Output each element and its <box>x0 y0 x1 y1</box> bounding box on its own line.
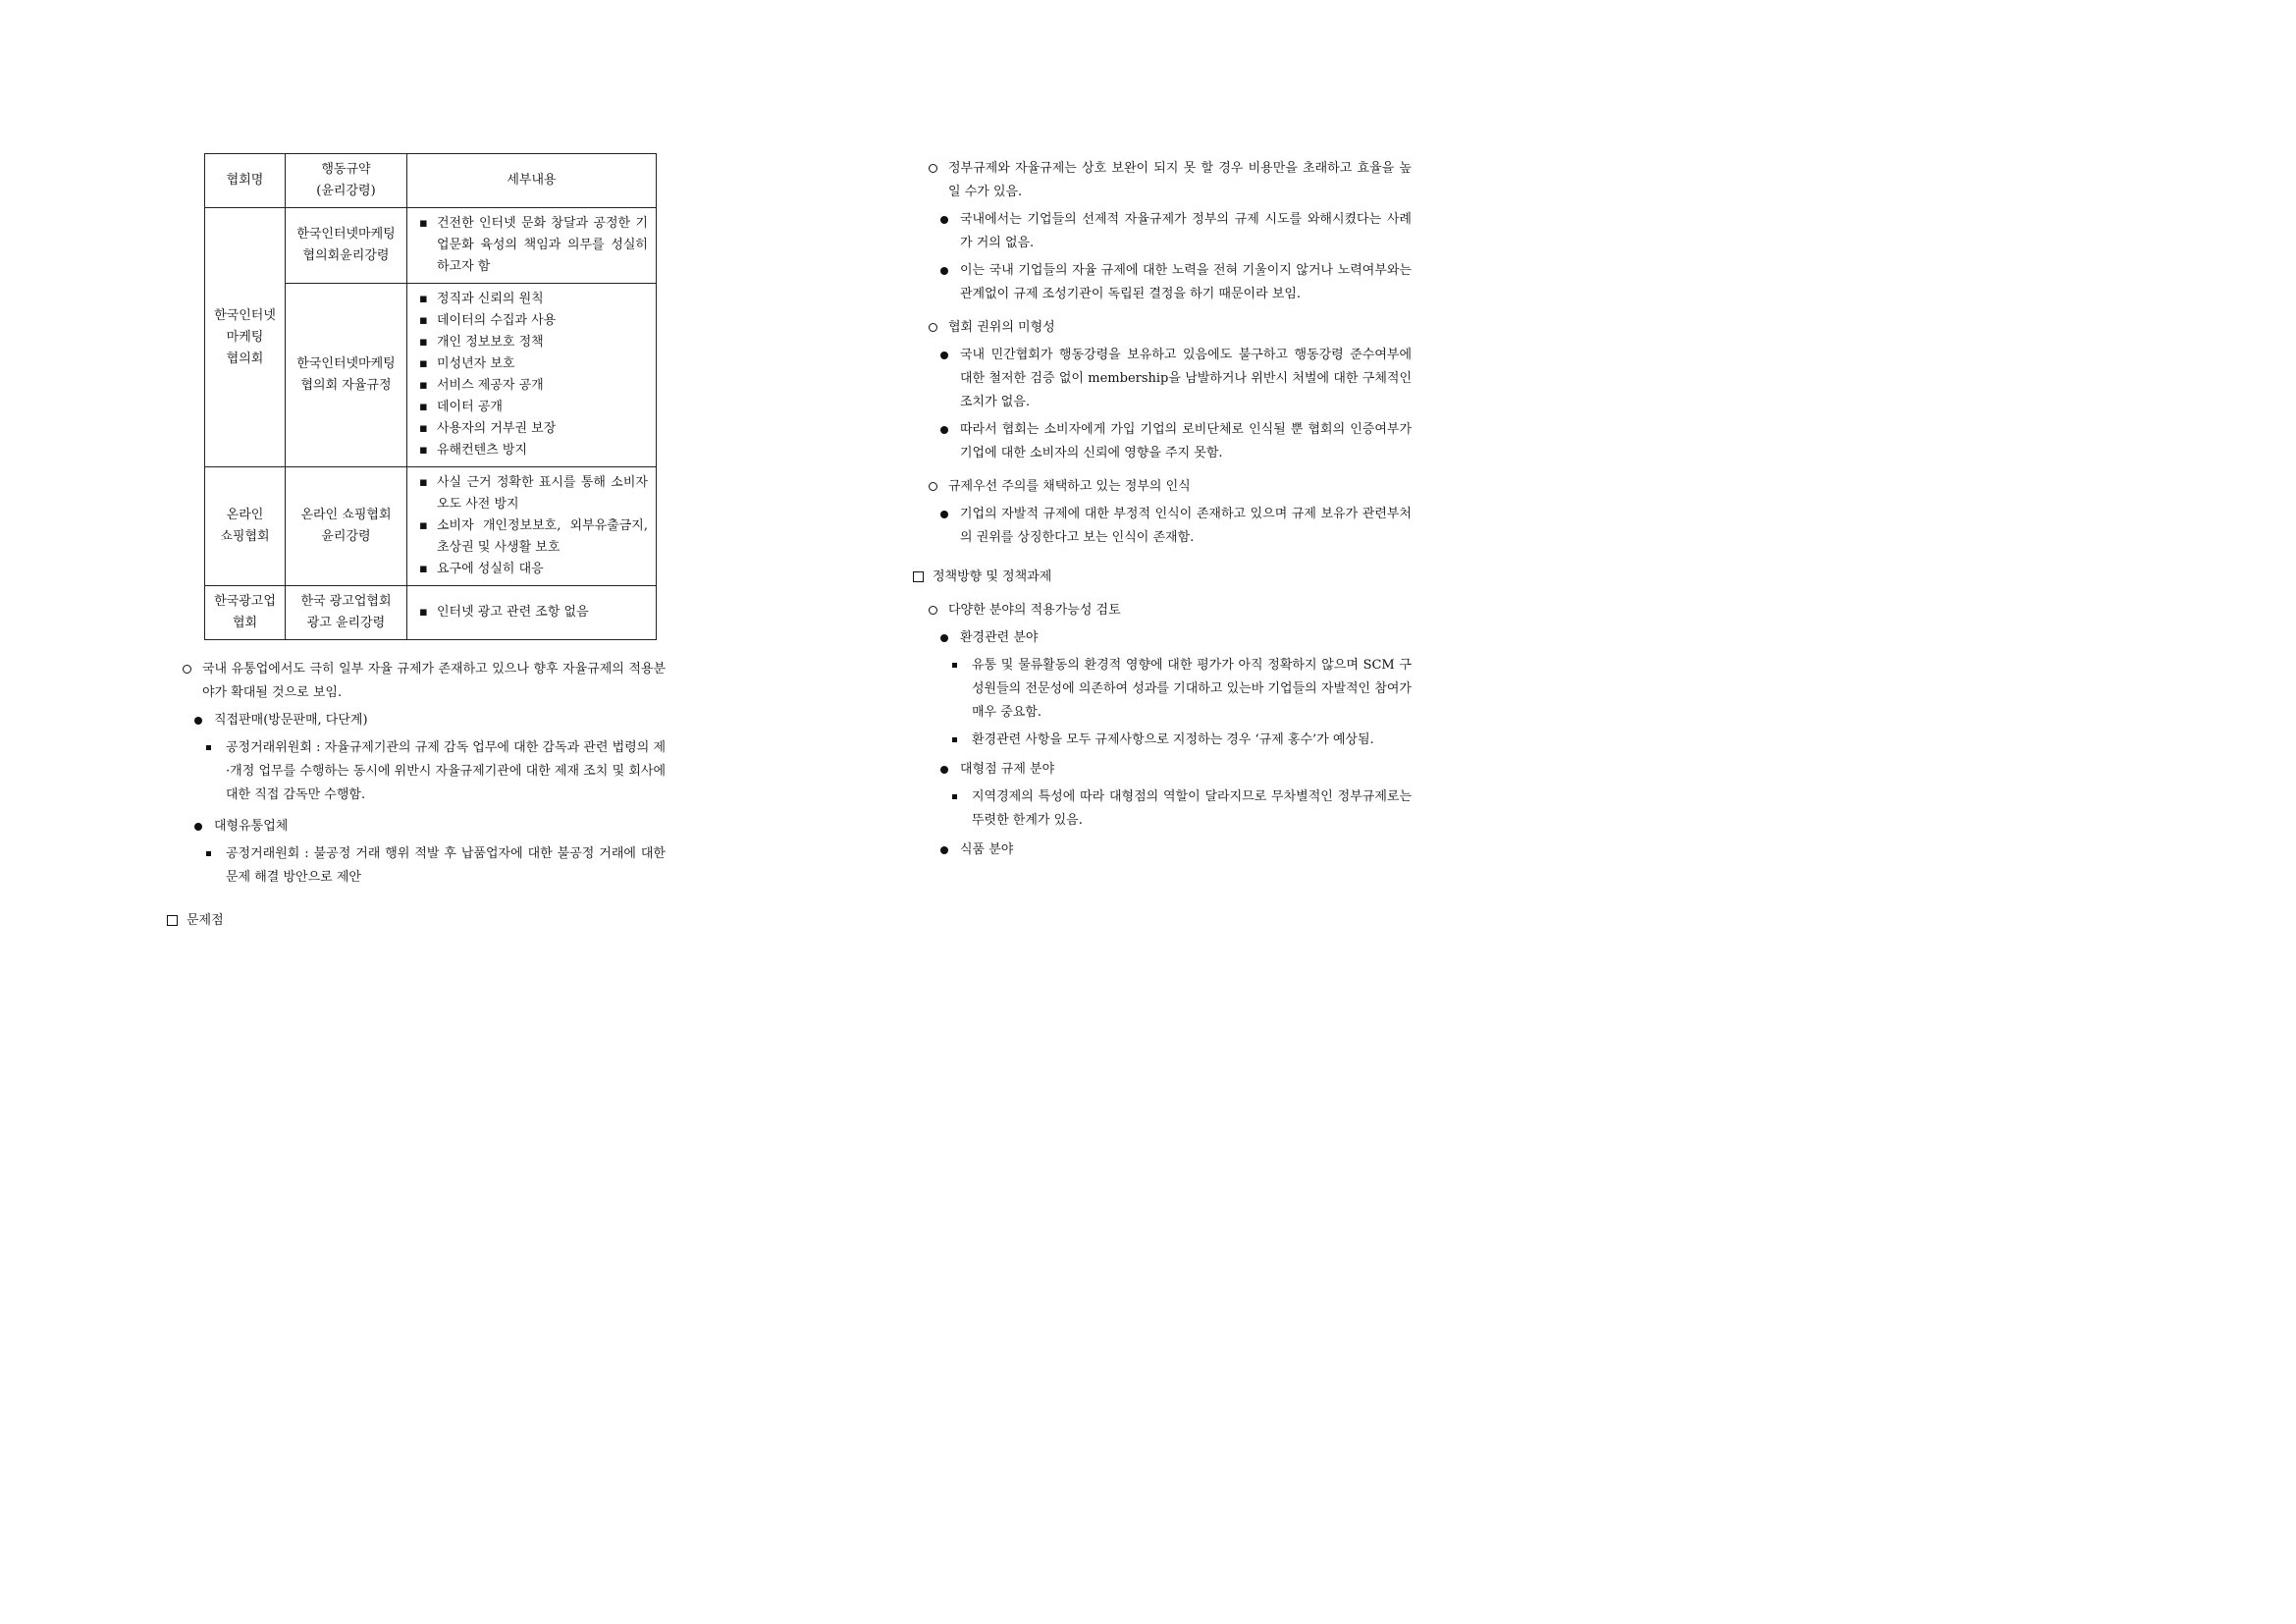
paragraph-bullet: 대형유통업체 <box>165 815 666 839</box>
list-item: ▪ 서비스 제공자 공개 <box>415 375 648 397</box>
paragraph-circle: 국내 유통업에서도 극히 일부 자율 규제가 존재하고 있으나 향후 자율규제의 적용분야가 확대될 것으로 보임. <box>165 658 666 705</box>
paragraph-bullet: 국내에서는 기업들의 선제적 자율규제가 정부의 규제 시도를 와해시켰다는 사례가 거의 없음. <box>911 208 1412 255</box>
table-cell-details <box>407 467 657 586</box>
paragraph-bullet: 이는 국내 기업들의 자율 규제에 대한 노력을 전혀 기울이지 않거나 노력여부와는 관계없이 규제 조성기관이 독립된 결정을 하기 때문이라 보임. <box>911 259 1412 306</box>
paragraph-bullet: 식품 분야 <box>911 839 1412 862</box>
list-item: ▪ 사용자의 거부권 보장 <box>415 418 648 440</box>
table-cell-association: 한국인터넷 마케팅 협의회 <box>205 208 286 467</box>
list-item: ▪ 미성년자 보호 <box>415 353 648 375</box>
paragraph-sub-bullet: 공정거래위원회 : 자율규제기관의 규제 감독 업무에 대한 감독과 관련 법령의 제·개정 업무를 수행하는 동시에 위반시 자율규제기관에 대한 제재 조치 및 회사에 대한 직접 감독만 수행함. <box>165 736 666 807</box>
table-cell-code: 한국인터넷마케팅 협의회윤리강령 <box>286 208 407 284</box>
table-row <box>205 586 657 640</box>
paragraph-bullet: 환경관련 분야 <box>911 626 1412 650</box>
left-column <box>165 153 666 943</box>
table-cell-code: 한국 광고업협회 광고 윤리강령 <box>286 586 407 640</box>
paragraph-bullet: 직접판매(방문판매, 다단계) <box>165 709 666 732</box>
table-header-details: 세부내용 <box>407 154 657 208</box>
table-cell-code: 한국인터넷마케팅 협의회 자율규정 <box>286 284 407 467</box>
list-item: ▪ 소비자 개인정보보호, 외부유출금지, 초상권 및 사생활 보호 <box>415 515 648 559</box>
section-heading: 문제점 <box>165 909 666 933</box>
list-item: ▪ 데이터의 수집과 사용 <box>415 310 648 332</box>
list-item: ▪ 정직과 신뢰의 원칙 <box>415 289 648 310</box>
table-header-row <box>205 154 657 208</box>
table-cell-association: 온라인 쇼핑협회 <box>205 467 286 586</box>
section-heading: 정책방향 및 정책과제 <box>911 566 1412 589</box>
paragraph-bullet: 대형점 규제 분야 <box>911 758 1412 782</box>
paragraph-sub-bullet: 환경관련 사항을 모두 규제사항으로 지정하는 경우 ‘규제 홍수’가 예상됨. <box>911 729 1412 752</box>
paragraph-sub-bullet: 공정거래원회 : 불공정 거래 행위 적발 후 납품업자에 대한 불공정 거래에 대한 문제 해결 방안으로 제안 <box>165 842 666 890</box>
paragraph-circle: 다양한 분야의 적용가능성 검토 <box>911 599 1412 623</box>
list-item: ▪ 요구에 성실히 대응 <box>415 559 648 580</box>
table-cell-code: 온라인 쇼핑협회 윤리강령 <box>286 467 407 586</box>
paragraph-bullet: 기업의 자발적 규제에 대한 부정적 인식이 존재하고 있으며 규제 보유가 관련부처의 권위를 상징한다고 보는 인식이 존재함. <box>911 503 1412 550</box>
paragraph-circle: 정부규제와 자율규제는 상호 보완이 되지 못 할 경우 비용만을 초래하고 효율을 높일 수가 있음. <box>911 157 1412 204</box>
table-row <box>205 208 657 284</box>
table-header-code: 행동규약 (윤리강령) <box>286 154 407 208</box>
table-cell-details <box>407 284 657 467</box>
right-column <box>911 157 1412 866</box>
table-row <box>205 467 657 586</box>
table-cell-details <box>407 208 657 284</box>
paragraph-circle: 협회 권위의 미형성 <box>911 316 1412 340</box>
list-item: ▪ 데이터 공개 <box>415 397 648 418</box>
paragraph-bullet: 따라서 협회는 소비자에게 가입 기업의 로비단체로 인식될 뿐 협회의 인증여부가 기업에 대한 소비자의 신뢰에 영향을 주지 못함. <box>911 418 1412 465</box>
list-item: ▪ 유해컨텐츠 방지 <box>415 440 648 461</box>
paragraph-bullet: 국내 민간협회가 행동강령을 보유하고 있음에도 불구하고 행동강령 준수여부에 대한 철저한 검증 없이 membership을 남발하거나 위반시 처벌에 대한 구체적인 조치가 없음. <box>911 344 1412 414</box>
paragraph-sub-bullet: 지역경제의 특성에 따라 대형점의 역할이 달라지므로 무차별적인 정부규제로는 뚜렷한 한계가 있음. <box>911 785 1412 833</box>
list-item: ▪ 건전한 인터넷 문화 창달과 공정한 기업문화 육성의 책임과 의무를 성실히 하고자 함 <box>415 213 648 278</box>
paragraph-circle: 규제우선 주의를 채택하고 있는 정부의 인식 <box>911 475 1412 499</box>
list-item: ▪ 사실 근거 정확한 표시를 통해 소비자오도 사전 방지 <box>415 472 648 515</box>
list-item: ▪ 인터넷 광고 관련 조항 없음 <box>415 602 648 623</box>
table-header-association: 협회명 <box>205 154 286 208</box>
table-cell-association: 한국광고업 협회 <box>205 586 286 640</box>
paragraph-sub-bullet: 유통 및 물류활동의 환경적 영향에 대한 평가가 아직 정확하지 않으며 SCM 구성원들의 전문성에 의존하여 성과를 기대하고 있는바 기업들의 자발적인 참여가 매우 중요함. <box>911 654 1412 725</box>
association-code-table <box>204 153 657 640</box>
list-item: ▪ 개인 정보보호 정책 <box>415 332 648 353</box>
table-cell-details <box>407 586 657 640</box>
